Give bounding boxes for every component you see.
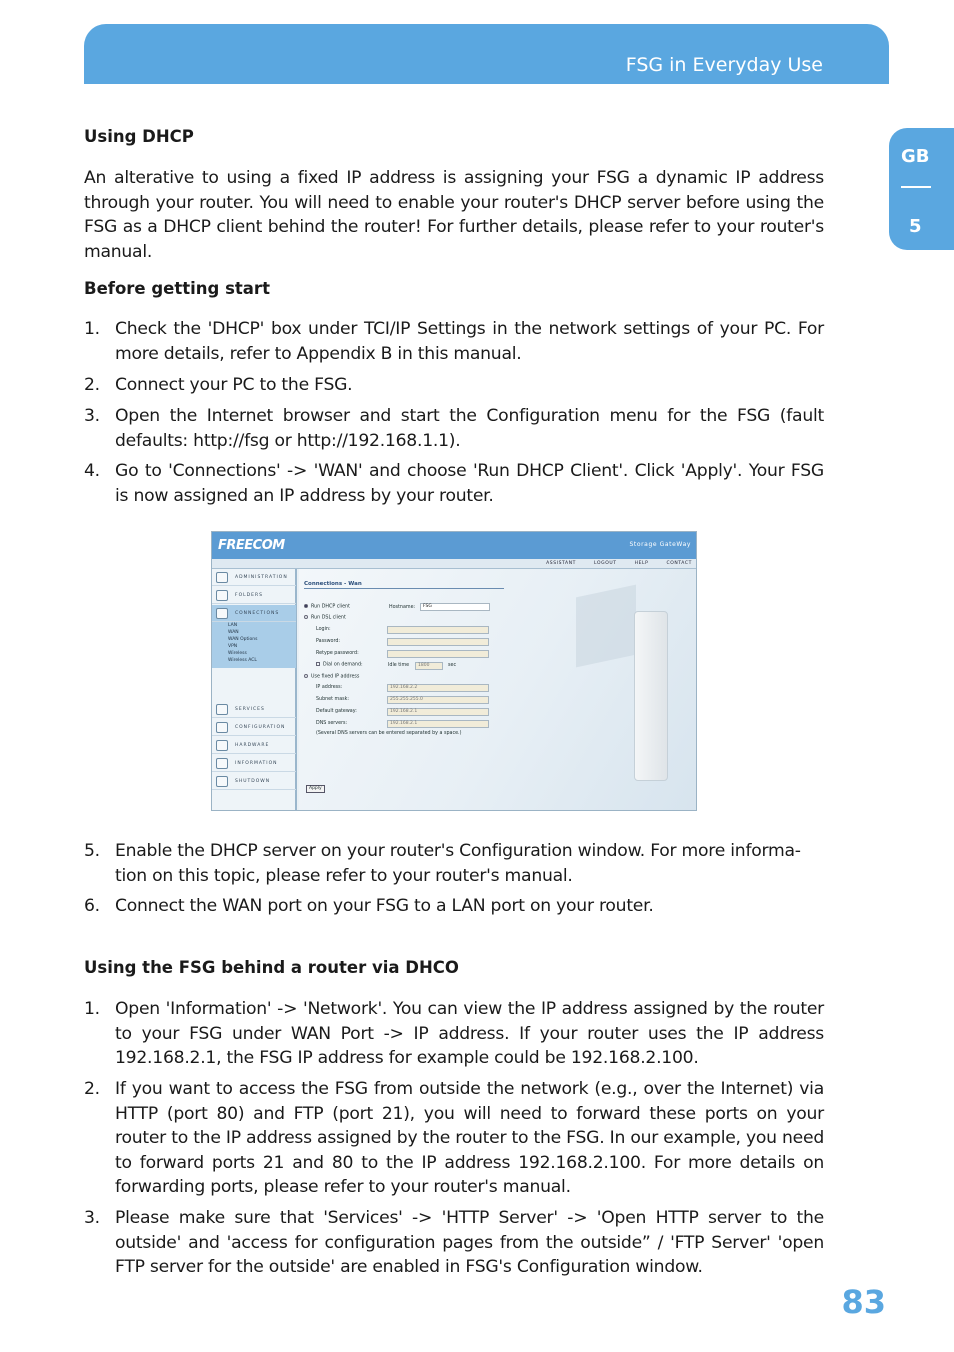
list-number: 5. xyxy=(84,841,100,861)
idle-label: Idle time xyxy=(388,663,410,668)
configuration-icon xyxy=(216,722,228,733)
list-text: Connect the WAN port on your FSG to a LAN port on your router. xyxy=(115,896,654,916)
list-text: Enable the DHCP server on your router's Configuration window. For more informa-tion on this topic, please refer to your router's manual. xyxy=(115,841,801,886)
sidebar-item-label: HARDWARE xyxy=(235,743,270,748)
page-number: 83 xyxy=(841,1283,886,1321)
login-input[interactable] xyxy=(387,626,489,634)
hostname-label: Hostname: xyxy=(389,605,416,610)
subitem-lan[interactable]: LAN xyxy=(228,623,238,628)
sidebar-item-connections[interactable] xyxy=(212,605,296,622)
subitem-wan[interactable]: WAN xyxy=(228,630,239,635)
list-number: 3. xyxy=(84,1208,100,1228)
password-input[interactable] xyxy=(387,638,489,646)
subitem-vpn[interactable]: VPN xyxy=(228,644,238,649)
dns-input[interactable]: 192.168.2.1 xyxy=(387,720,489,728)
screenshot-main-panel xyxy=(299,569,696,811)
gateway-input[interactable]: 192.168.2.1 xyxy=(387,708,489,716)
hardware-icon xyxy=(216,740,228,751)
sidebar-item-configuration[interactable] xyxy=(212,719,296,736)
checkbox-label: Dial on demand: xyxy=(323,662,363,668)
dial-on-demand[interactable] xyxy=(316,662,363,668)
retype-password-input[interactable] xyxy=(387,650,489,658)
dns-label: DNS servers: xyxy=(316,721,348,726)
services-icon xyxy=(216,704,228,715)
sidebar-item-label: CONFIGURATION xyxy=(235,725,286,730)
option-label: Run DHCP client xyxy=(311,604,350,610)
connections-subitems xyxy=(212,622,296,668)
network-icon xyxy=(216,608,228,619)
screenshot-sidebar xyxy=(212,569,297,811)
tab-divider xyxy=(901,186,931,188)
run-dsl-option[interactable] xyxy=(304,615,346,621)
chapter-tab xyxy=(889,128,954,250)
fixed-ip-option[interactable] xyxy=(304,674,359,680)
list-number: 6. xyxy=(84,896,100,916)
config-screenshot xyxy=(211,531,697,811)
heading-fsg-behind-router: Using the FSG behind a router via DHCO xyxy=(84,958,459,977)
list-number: 1. xyxy=(84,319,100,339)
fsg-device-graphic xyxy=(634,611,668,781)
list-text: Connect your PC to the FSG. xyxy=(115,375,353,395)
list-text: Go to 'Connections' -> 'WAN' and choose 'Run DHCP Client'. Click 'Apply'. Your FSG is now assigned an IP address by your router. xyxy=(115,461,824,506)
list-number: 2. xyxy=(84,1079,100,1099)
heading-before-start: Before getting start xyxy=(84,279,270,298)
ip-input[interactable]: 192.168.2.2 xyxy=(387,684,489,692)
login-label: Login: xyxy=(316,627,331,632)
list-text: If you want to access the FSG from outside the network (e.g., over the Internet) via HTTP (port 80) and FTP (port 21), you will need to forward these ports on your router to the IP address assigned by the router to the FSG. In our example, you need to forward ports 21 and 80 to the IP address 192.168.2.100. For more details on forwarding ports, please refer to your router's manual. xyxy=(115,1079,824,1197)
list-text: Open the Internet browser and start the Configuration menu for the FSG (fault defaults: http://fsg or http://192.168.1.1). xyxy=(115,406,824,451)
hostname-input[interactable]: FSG xyxy=(420,603,490,611)
password-label: Password: xyxy=(316,639,341,644)
screenshot-topbar xyxy=(212,532,696,559)
list-text: Open 'Information' -> 'Network'. You can view the IP address assigned by the router to your FSG under WAN Port -> IP address. If your router uses the IP address 192.168.2.1, the FSG IP address for example could be 192.168.2.100. xyxy=(115,999,824,1068)
subnet-input[interactable]: 255.255.255.0 xyxy=(387,696,489,704)
option-label: Run DSL client xyxy=(311,615,346,621)
panel-title: Connections - Wan xyxy=(304,581,362,587)
sidebar-item-services[interactable] xyxy=(212,701,296,718)
idle-unit: sec xyxy=(448,663,457,668)
sidebar-item-shutdown[interactable] xyxy=(212,773,296,790)
radio-icon xyxy=(304,674,308,678)
retype-label: Retype password: xyxy=(316,651,359,656)
header-bar xyxy=(84,24,889,84)
chapter-number: 5 xyxy=(909,216,922,237)
subnet-label: Subnet mask: xyxy=(316,697,350,702)
radio-selected-icon xyxy=(304,604,308,608)
freecom-logo: FREECOM xyxy=(218,538,285,553)
nav-contact[interactable]: CONTACT xyxy=(666,561,692,566)
sidebar-item-information[interactable] xyxy=(212,755,296,772)
checkbox-icon xyxy=(316,662,320,666)
list-text: Please make sure that 'Services' -> 'HTTP Server' -> 'Open HTTP server to the outside' and 'access for configuration pages from the outside” / 'FTP Server' 'open FTP server for the outside' are enabled in FSG's Configuration window. xyxy=(115,1208,824,1277)
gateway-label: Storage GateWay xyxy=(629,541,691,548)
list-text: Check the 'DHCP' box under TCI/IP Settings in the network settings of your PC. For more details, refer to Appendix B in this manual. xyxy=(115,319,824,364)
gateway-label-field: Default gateway: xyxy=(316,709,357,714)
run-dhcp-option[interactable] xyxy=(304,604,350,610)
shutdown-icon xyxy=(216,776,228,787)
sidebar-item-label: SERVICES xyxy=(235,707,265,712)
nav-help[interactable]: HELP xyxy=(634,561,649,566)
sidebar-item-label: CONNECTIONS xyxy=(235,611,280,616)
admin-icon xyxy=(216,572,228,583)
list-number: 4. xyxy=(84,461,100,481)
panel-title-rule xyxy=(304,588,504,589)
sidebar-item-label: ADMINISTRATION xyxy=(235,575,288,580)
screenshot-nav xyxy=(546,561,692,566)
language-label: GB xyxy=(901,146,930,167)
nav-assistant[interactable]: ASSISTANT xyxy=(546,561,577,566)
dhcp-paragraph: An alterative to using a fixed IP address is assigning your FSG a dynamic IP address through your router. You will need to enable your router's DHCP server before using the FSG as a DHCP client behind the router! For further details, please refer to your router's manual. xyxy=(84,168,824,262)
idle-time-input[interactable]: 1800 xyxy=(415,662,443,670)
heading-using-dhcp: Using DHCP xyxy=(84,127,194,146)
nav-logout[interactable]: LOGOUT xyxy=(594,561,617,566)
header-title: FSG in Everyday Use xyxy=(625,54,823,76)
subitem-wireless[interactable]: Wireless xyxy=(228,651,247,656)
list-number: 3. xyxy=(84,406,100,426)
subitem-wan-options[interactable]: WAN Options xyxy=(228,637,258,642)
subitem-wireless-acl[interactable]: Wireless ACL xyxy=(228,658,257,663)
ip-label: IP address: xyxy=(316,685,343,690)
sidebar-item-administration[interactable] xyxy=(212,569,296,586)
list-number: 1. xyxy=(84,999,100,1019)
sidebar-item-label: INFORMATION xyxy=(235,761,278,766)
folder-icon xyxy=(216,590,228,601)
monitor-graphic xyxy=(576,585,636,668)
information-icon xyxy=(216,758,228,769)
option-label: Use fixed IP address xyxy=(311,674,360,680)
apply-button[interactable]: Apply xyxy=(306,785,325,793)
sidebar-item-label: FOLDERS xyxy=(235,593,263,598)
sidebar-item-label: SHUTDOWN xyxy=(235,779,271,784)
sidebar-item-folders[interactable] xyxy=(212,587,296,604)
sidebar-item-hardware[interactable] xyxy=(212,737,296,754)
radio-icon xyxy=(304,615,308,619)
list-number: 2. xyxy=(84,375,100,395)
dns-note: (Several DNS servers can be entered separated by a space.) xyxy=(316,731,462,736)
